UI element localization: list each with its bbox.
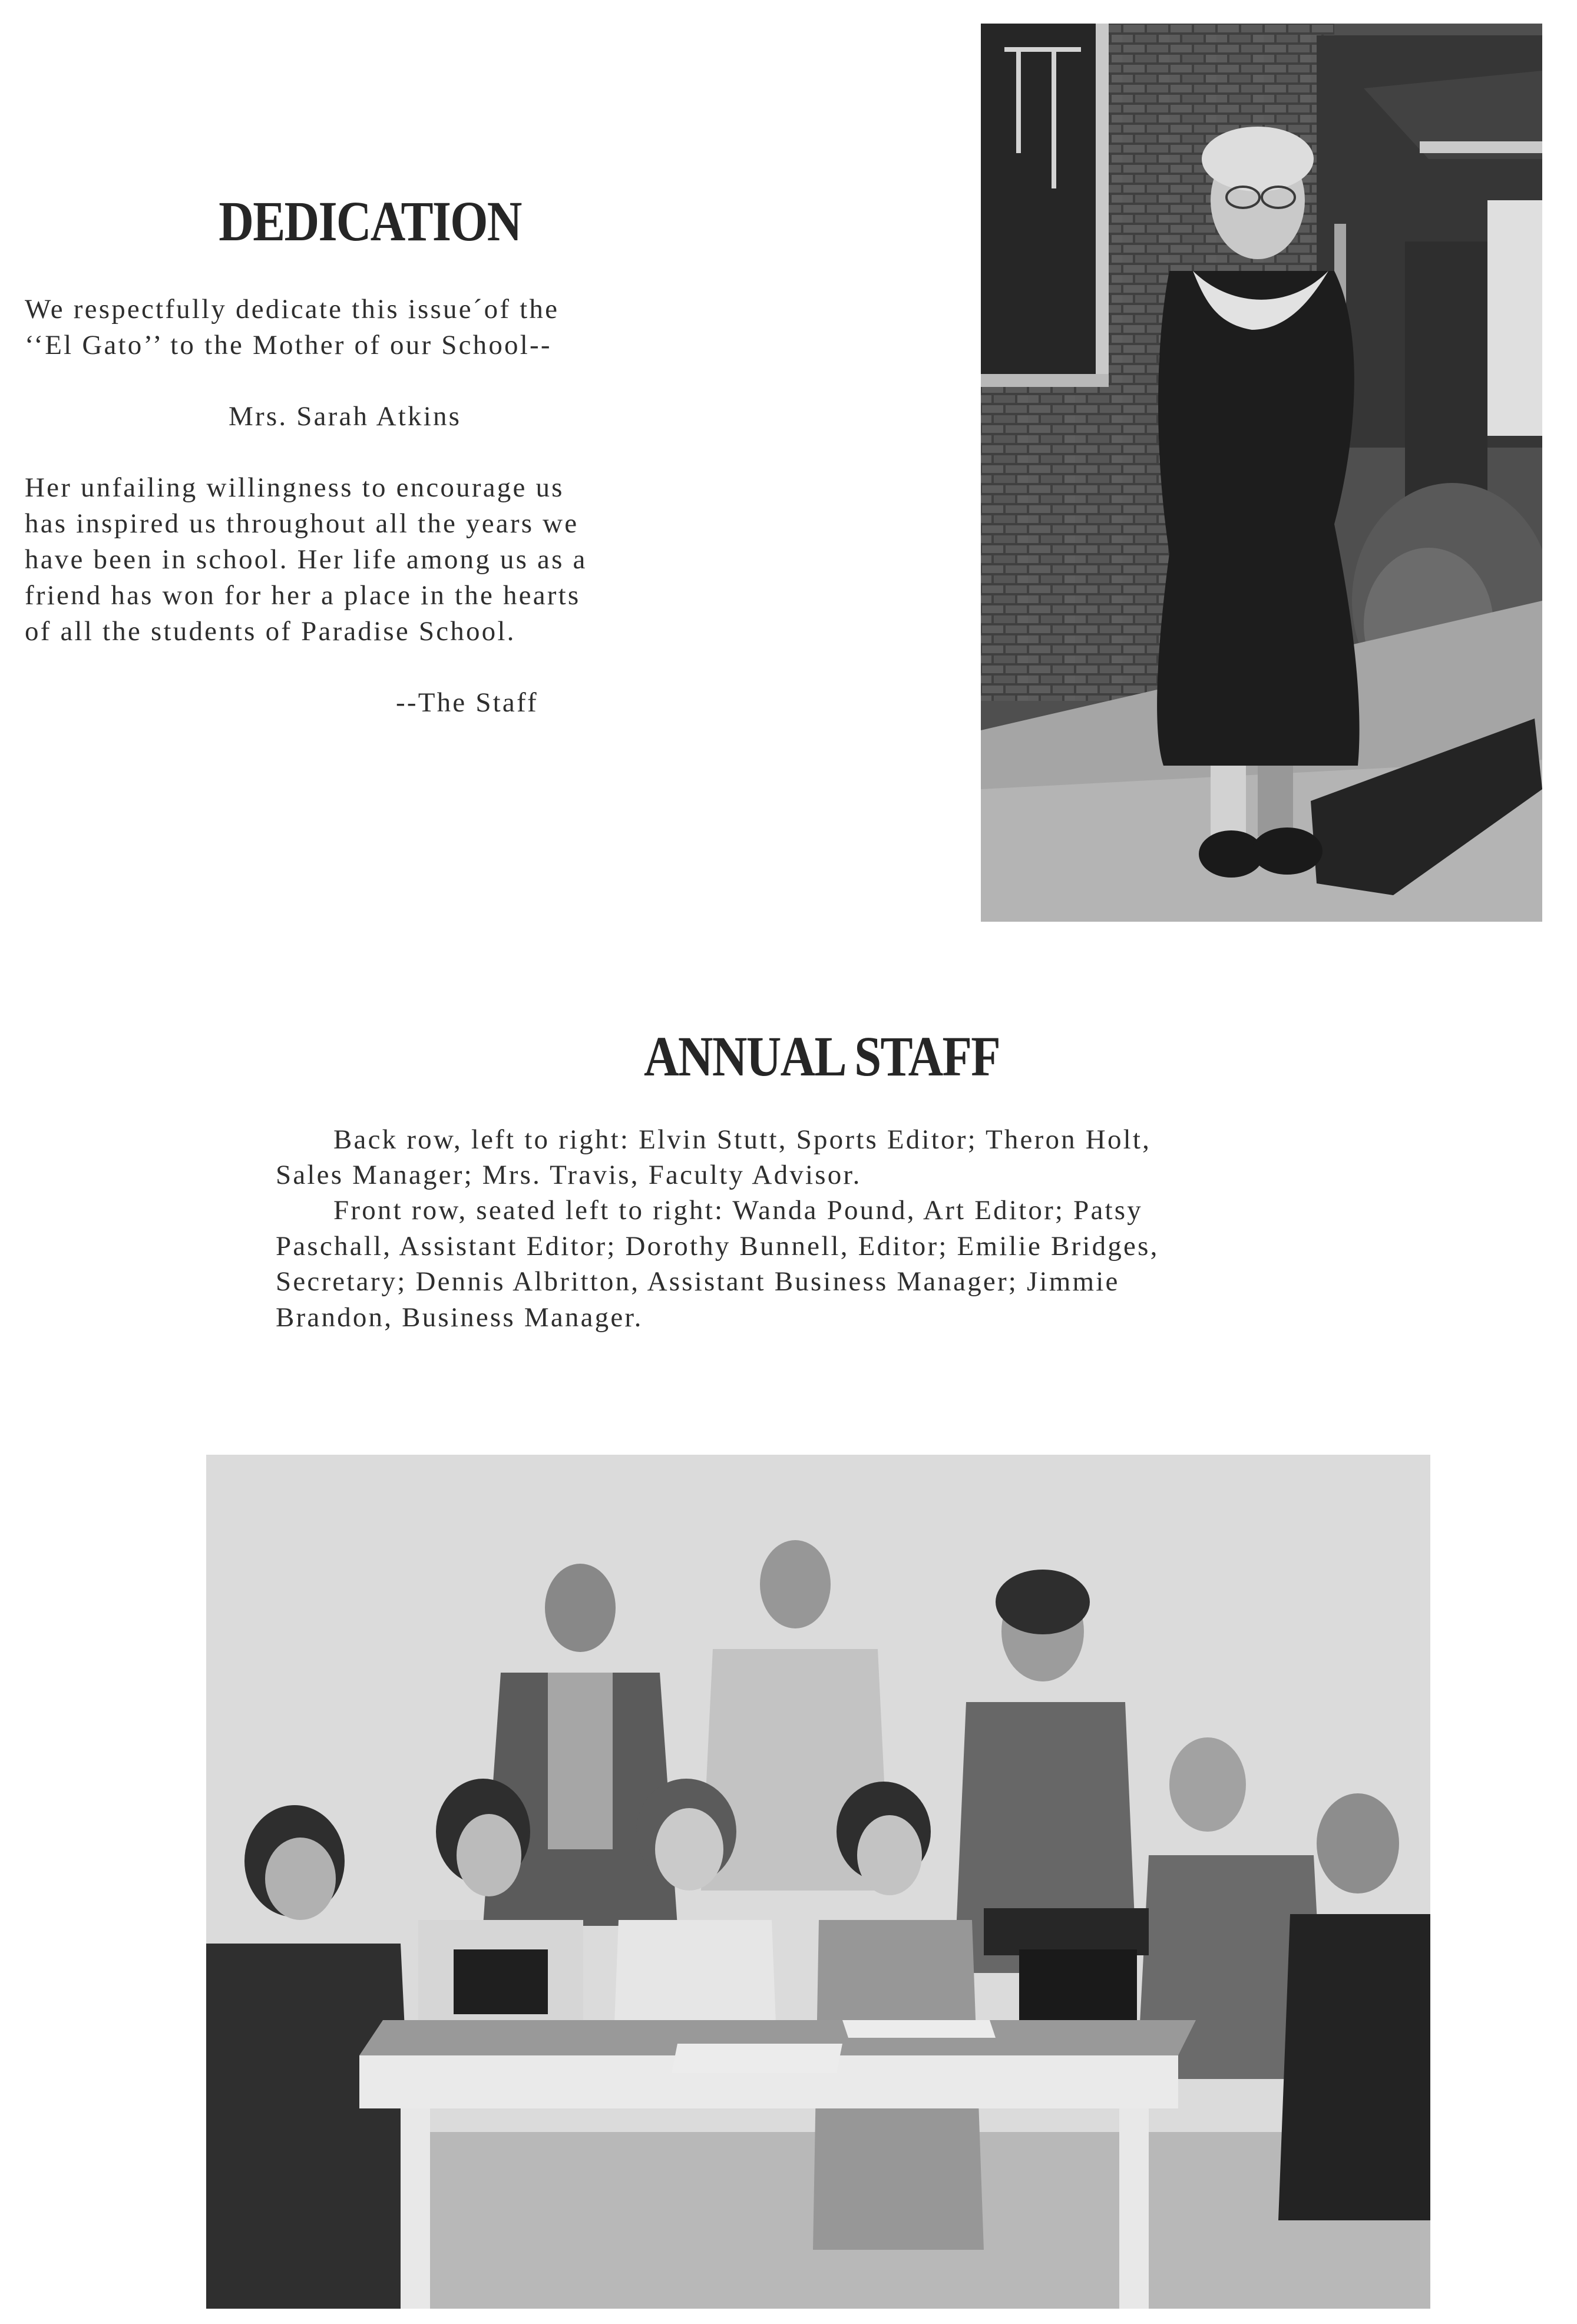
dedication-body-line: has inspired us throughout all the years we [25,508,579,539]
staff-caption-line: Front row, seated left to right: Wanda Pound, Art Editor; Patsy [333,1195,1143,1226]
dedication-portrait-photo [981,24,1542,922]
portrait-image [981,24,1542,922]
staff-caption-line: Sales Manager; Mrs. Travis, Faculty Advisor. [276,1160,862,1190]
dedication-intro-line: We respectfully dedicate this issue´of the [25,294,560,325]
dedication-signature: --The Staff [396,687,538,718]
dedication-title: DEDICATION [219,190,521,253]
staff-caption-line: Secretary; Dennis Albritton, Assistant Business Manager; Jimmie [276,1266,1120,1297]
dedication-intro-line: ‘‘El Gato’’ to the Mother of our School-- [25,330,552,360]
annual-staff-title: ANNUAL STAFF [644,1025,1000,1088]
staff-caption-line: Paschall, Assistant Editor; Dorothy Bunnell, Editor; Emilie Bridges, [276,1231,1159,1262]
dedication-body-line: friend has won for her a place in the hearts [25,580,581,611]
group-image [206,1455,1430,2309]
dedication-body-line: Her unfailing willingness to encourage us [25,472,564,503]
staff-caption-line: Back row, left to right: Elvin Stutt, Sports Editor; Theron Holt, [333,1124,1152,1155]
dedication-body-line: of all the students of Paradise School. [25,616,516,647]
staff-group-photo [206,1455,1430,2309]
dedication-body-line: have been in school. Her life among us as a [25,544,587,575]
staff-caption-line: Brandon, Business Manager. [276,1302,643,1333]
dedication-honoree: Mrs. Sarah Atkins [229,401,462,432]
